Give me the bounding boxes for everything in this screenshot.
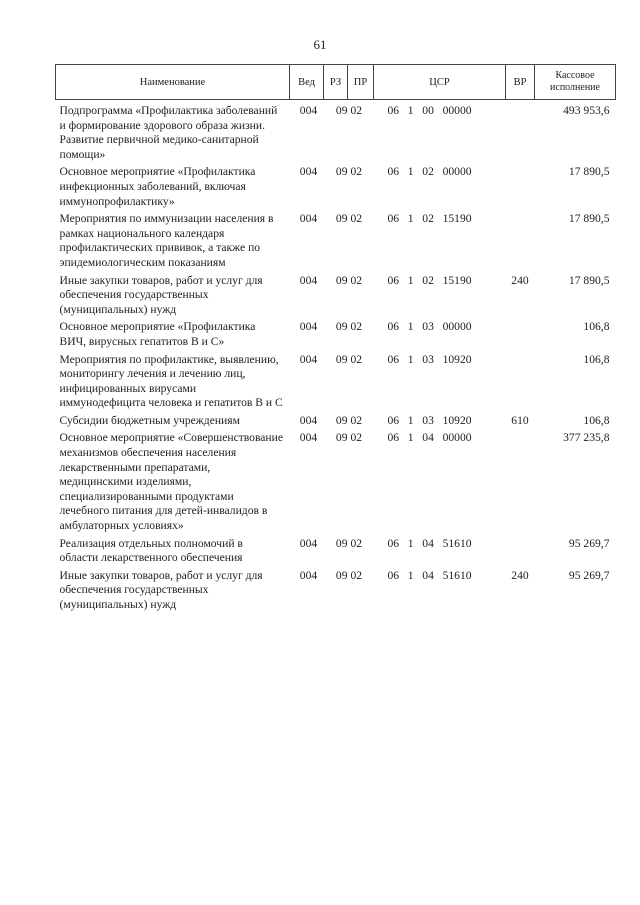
row-pr: 02 — [350, 165, 363, 179]
row-vr — [506, 165, 535, 212]
row-rz: 09 — [335, 273, 348, 287]
row-name: Основное мероприятие «Профилактика ВИЧ, вирусных гепатитов В и С» — [59, 320, 256, 348]
table-row — [56, 414, 616, 432]
header-name: Наименование — [56, 65, 290, 100]
row-pr: 02 — [350, 352, 363, 366]
table-row — [56, 165, 616, 212]
table-row — [56, 274, 616, 321]
row-csr: 06 1 02 15190 — [387, 212, 472, 226]
table-row — [56, 100, 616, 166]
row-vr: 240 — [511, 568, 529, 582]
row-ved: 004 — [299, 413, 318, 427]
row-sum: 106,8 — [583, 320, 610, 334]
row-rz: 09 — [335, 352, 348, 366]
row-csr: 06 1 03 10920 — [387, 413, 472, 427]
row-vr — [506, 353, 535, 414]
header-vr: ВР — [506, 65, 535, 100]
row-pr: 02 — [350, 320, 363, 334]
page-number: 61 — [313, 37, 327, 52]
row-ved: 004 — [299, 212, 318, 226]
header-pr: ПР — [348, 65, 374, 100]
row-name: Подпрограмма «Профилактика заболеваний и формирование здорового образа жизни. Развитие первичной медико-санитарной помощи» — [59, 104, 278, 161]
row-rz: 09 — [335, 104, 348, 117]
row-rz: 09 — [335, 320, 348, 334]
row-sum: 95 269,7 — [568, 568, 610, 582]
row-sum: 106,8 — [583, 413, 610, 427]
row-rz: 09 — [335, 431, 348, 445]
row-rz: 09 — [335, 536, 348, 550]
row-name: Реализация отдельных полномочий в области лекарственного обеспечения — [59, 536, 243, 565]
row-csr: 06 1 02 00000 — [387, 165, 472, 179]
row-pr: 02 — [350, 273, 363, 287]
row-vr — [506, 431, 535, 536]
row-rz: 09 — [335, 165, 348, 179]
row-pr: 02 — [350, 212, 363, 226]
row-sum: 95 269,7 — [568, 536, 610, 550]
row-sum: 17 890,5 — [568, 165, 610, 179]
row-ved: 004 — [299, 273, 318, 287]
row-rz: 09 — [335, 568, 348, 582]
row-csr: 06 1 03 10920 — [387, 352, 472, 366]
row-name: Субсидии бюджетным учреждениям — [59, 413, 240, 427]
row-ved: 004 — [299, 320, 318, 334]
row-name: Мероприятия по профилактике, выявлению, мониторингу лечения и лечению лиц, инфицированных вирусами иммунодефицита человека и гепатитов В и С — [59, 352, 283, 410]
row-pr: 02 — [350, 413, 363, 427]
header-sum: Кассовое исполнение — [535, 65, 616, 100]
row-ved: 004 — [299, 352, 318, 366]
row-ved: 004 — [299, 536, 318, 550]
row-ved: 004 — [299, 104, 318, 117]
row-name: Иные закупки товаров, работ и услуг для обеспечения государственных (муниципальных) нужд — [59, 568, 263, 611]
table-row — [56, 569, 616, 616]
row-rz: 09 — [335, 413, 348, 427]
table-row — [56, 212, 616, 273]
row-csr: 06 1 03 00000 — [387, 320, 472, 334]
row-sum: 17 890,5 — [568, 212, 610, 226]
row-vr: 610 — [511, 413, 529, 427]
row-csr: 06 1 02 15190 — [387, 273, 472, 287]
budget-table — [55, 64, 616, 616]
row-pr: 02 — [350, 431, 363, 445]
table-body — [56, 100, 616, 616]
row-vr — [506, 320, 535, 352]
row-sum: 106,8 — [583, 352, 610, 366]
table-row — [56, 320, 616, 352]
row-vr — [506, 212, 535, 273]
table-header — [56, 65, 616, 100]
row-csr: 06 1 04 51610 — [387, 536, 472, 550]
row-pr: 02 — [350, 536, 363, 550]
row-vr — [506, 100, 535, 166]
row-pr: 02 — [350, 104, 363, 117]
row-pr: 02 — [350, 568, 363, 582]
row-ved: 004 — [299, 568, 318, 582]
row-csr: 06 1 04 51610 — [387, 568, 472, 582]
row-sum: 493 953,6 — [563, 104, 610, 117]
row-csr: 06 1 00 00000 — [387, 104, 472, 117]
row-sum: 17 890,5 — [568, 273, 610, 287]
table-row — [56, 431, 616, 536]
row-sum: 377 235,8 — [563, 431, 610, 445]
table-row — [56, 537, 616, 569]
header-csr: ЦСР — [374, 65, 506, 100]
row-ved: 004 — [299, 431, 318, 445]
row-vr — [506, 537, 535, 569]
row-name: Иные закупки товаров, работ и услуг для обеспечения государственных (муниципальных) нужд — [59, 273, 263, 316]
row-rz: 09 — [335, 212, 348, 226]
row-csr: 06 1 04 00000 — [387, 431, 472, 445]
row-name: Мероприятия по иммунизации населения в рамках национального календаря профилактических прививок, а также по эпидемиологическим показаниям — [59, 212, 274, 269]
table-row — [56, 353, 616, 414]
row-name: Основное мероприятие «Совершенствование механизмов обеспечения населения лекарственными препаратами, медицинскими изделиями, специализированными продуктами лечебного питания для детей-инвалидов в амбулаторных условиях» — [59, 431, 283, 533]
header-rz: РЗ — [324, 65, 348, 100]
row-ved: 004 — [299, 165, 318, 179]
row-name: Основное мероприятие «Профилактика инфекционных заболеваний, включая иммунопрофилактику» — [59, 165, 256, 208]
row-vr: 240 — [511, 273, 529, 287]
header-ved: Вед — [290, 65, 324, 100]
